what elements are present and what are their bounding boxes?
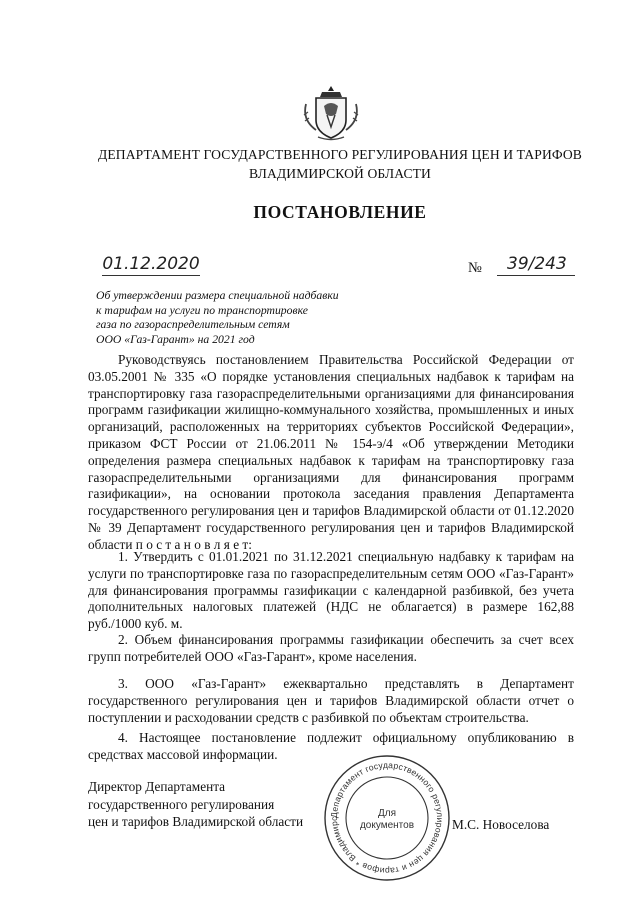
document-title: ПОСТАНОВЛЕНИЕ bbox=[253, 202, 427, 222]
decree-word: п о с т а н о в л я е т: bbox=[135, 536, 252, 552]
preamble-text: Руководствуясь постановлением Правительства Российской Федерации от 03.05.2001 № 335 «О порядке установления специальных надбавок к тарифам на транспортировку газа газораспределительными организациями для финансирования программ газификации жилищно-коммунального хозяйства, промышленных и иных организаций, расположенных на территориях субъектов Российской Федерации», приказом ФСТ России от 21.06.2011 № 154-э/4 «Об утверждении Методики определения размера специальных надбавок к тарифам на транспортировку газа газораспределительными организациями для финансирования программ газификации», на основании протокола заседания правления Департамента государственного регулирования цен и тарифов Владимирской области от 01.12.2020 № 39 Департамент государственного регулирования цен и тарифов Владимирской области bbox=[88, 352, 574, 552]
stamp-ring-text: Департамент государственного регулирования цен и тарифов * Владимирс bbox=[328, 759, 446, 877]
coat-of-arms-emblem bbox=[300, 82, 362, 144]
signatory-position-line: государственного регулирования bbox=[88, 796, 275, 812]
signatory-name: М.С. Новоселова bbox=[452, 817, 550, 832]
document-date: 01.12.2020 bbox=[102, 254, 200, 274]
decree-item-2: 2. Объем финансирования программы газификации обеспечить за счет всех групп потребителей ООО «Газ-Гарант», кроме населения. bbox=[88, 632, 574, 664]
subject-line: ООО «Газ-Гарант» на 2021 год bbox=[96, 333, 255, 347]
stamp-center-text bbox=[356, 808, 418, 832]
decree-item-4: 4. Настоящее постановление подлежит официальному опубликованию в средствах массовой информации. bbox=[88, 730, 574, 762]
stamp-center-line: документов bbox=[359, 820, 415, 831]
subject-line: Об утверждении размера специальной надбавки bbox=[96, 289, 339, 302]
number-label: № bbox=[468, 260, 482, 276]
document-subject bbox=[96, 289, 386, 348]
subject-line: к тарифам на услуги по транспортировке bbox=[96, 303, 308, 317]
signatory-position-line: Директор Департамента bbox=[88, 779, 226, 794]
department-name-line2: ВЛАДИМИРСКОЙ ОБЛАСТИ bbox=[249, 166, 431, 181]
signatory-position bbox=[88, 778, 328, 831]
decree-item-1: 1. Утвердить с 01.01.2021 по 31.12.2021 специальную надбавку к тарифам на услуги по транспортировке газа по газораспределительным сетям ООО «Газ-Гарант» для финансирования программы газификации с календарной разбивкой, без учета дополнительных налоговых платежей (НДС не облагается) в размере 162,88 руб./1000 куб. м. bbox=[88, 549, 574, 632]
vladimir-coat-of-arms-icon bbox=[300, 82, 362, 144]
document-number: 39/243 bbox=[497, 254, 575, 276]
decree-item-3: 3. ООО «Газ-Гарант» ежеквартально представлять в Департамент государственного регулирования цен и тарифов Владимирской области отчет о поступлении и расходовании средств с разбивкой по объектам строительства. bbox=[88, 676, 574, 725]
signatory-position-line: цен и тарифов Владимирской области bbox=[88, 814, 304, 829]
preamble-paragraph bbox=[88, 352, 574, 554]
department-name-line1: ДЕПАРТАМЕНТ ГОСУДАРСТВЕННОГО РЕГУЛИРОВАНИЯ ЦЕН И ТАРИФОВ bbox=[98, 147, 582, 162]
stamp-center-line: Для bbox=[377, 808, 397, 819]
subject-line: газа по газораспределительным сетям bbox=[96, 318, 290, 332]
